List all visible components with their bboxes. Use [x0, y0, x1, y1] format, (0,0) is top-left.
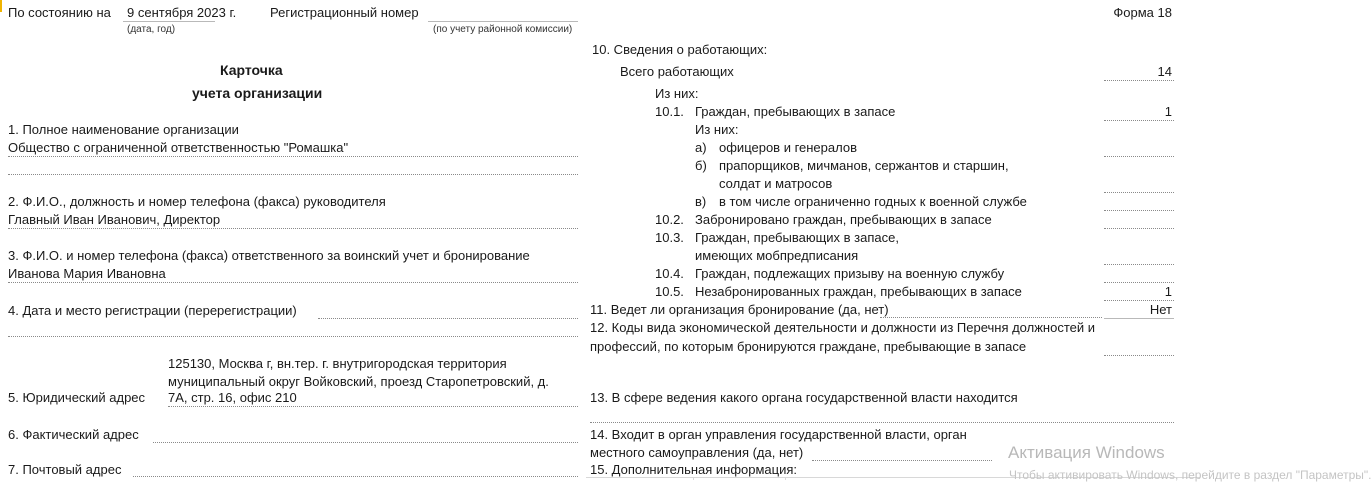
row-10-2-label: Забронировано граждан, пребывающих в запасе — [695, 212, 992, 227]
of-them-label: Из них: — [655, 86, 699, 101]
field-3-line — [8, 282, 578, 283]
field-3-value[interactable]: Иванова Мария Ивановна — [8, 266, 166, 281]
field-1-line-2 — [8, 174, 578, 175]
sub-of-them-label: Из них: — [695, 122, 739, 137]
bottom-table-divider-2 — [785, 477, 786, 480]
section-12-line-1: 12. Коды вида экономической деятельности и должности из Перечня должностей и — [590, 320, 1095, 335]
row-10-1-line — [1104, 120, 1174, 121]
row-v-label: в том числе ограниченно годных к военной службе — [719, 194, 1027, 209]
section-13-label: 13. В сфере ведения какого органа государственной власти находится — [590, 390, 1018, 405]
row-10-4-number: 10.4. — [655, 266, 684, 281]
section-14-input[interactable] — [812, 460, 992, 461]
row-10-3-label-1: Граждан, пребывающих в запасе, — [695, 230, 899, 245]
row-v-letter: в) — [695, 194, 707, 209]
field-4-input[interactable] — [318, 318, 578, 319]
field-6-label: 6. Фактический адрес — [8, 427, 139, 442]
row-10-3-label-2: имеющих мобпредписания — [695, 248, 859, 263]
row-10-3-input[interactable] — [1104, 264, 1174, 265]
field-4-label: 4. Дата и место регистрации (перерегистрации) — [8, 303, 297, 318]
field-7-label: 7. Почтовый адрес — [8, 462, 122, 477]
section-12-input[interactable] — [1104, 355, 1174, 356]
field-6-input[interactable] — [153, 442, 578, 443]
row-10-4-input[interactable] — [1104, 282, 1174, 283]
row-10-1-number: 10.1. — [655, 104, 684, 119]
section-12-line-2: профессий, по которым бронируются граждане, пребывающие в запасе — [590, 339, 1027, 354]
field-5-label: 5. Юридический адрес — [8, 390, 146, 405]
field-5-address-line-2[interactable]: муниципальный округ Войковский, проезд Старопетровский, д. — [168, 374, 549, 389]
field-4-line-2 — [8, 336, 578, 337]
row-a-input[interactable] — [1104, 156, 1174, 157]
row-b-input[interactable] — [1104, 192, 1174, 193]
row-10-5-label: Незабронированных граждан, пребывающих в запасе — [695, 284, 1022, 299]
row-10-5-number: 10.5. — [655, 284, 684, 299]
row-10-5-value[interactable]: 1 — [1164, 284, 1172, 299]
card-title: Карточка — [220, 62, 283, 78]
row-10-1-value[interactable]: 1 — [1164, 104, 1172, 119]
bottom-table-divider-1 — [693, 477, 694, 480]
row-v-input[interactable] — [1104, 210, 1174, 211]
row-a-letter: а) — [695, 140, 707, 155]
section-11-leader — [880, 317, 1102, 318]
reg-number-hint: (по учету районной комиссии) — [433, 24, 573, 35]
activation-watermark-title: Активация Windows — [1008, 443, 1165, 462]
field-5-address-line-1[interactable]: 125130, Москва г, вн.тер. г. внутригородская территория — [168, 356, 507, 371]
card-subtitle: учета организации — [192, 85, 323, 101]
row-10-5-line — [1104, 300, 1174, 301]
date-hint: (дата, год) — [127, 24, 176, 35]
row-10-3-number: 10.3. — [655, 230, 684, 245]
field-7-input[interactable] — [133, 476, 578, 477]
row-b-letter: б) — [695, 158, 707, 173]
field-3-label: 3. Ф.И.О. и номер телефона (факса) ответственного за воинский учет и бронирование — [8, 248, 530, 263]
date-value[interactable]: 9 сентября 2023 г. — [127, 5, 237, 20]
field-5-address-line-3[interactable]: 7А, стр. 16, офис 210 — [168, 390, 297, 405]
form-label: Форма 18 — [1113, 5, 1172, 20]
section-15-label: 15. Дополнительная информация: — [590, 462, 798, 477]
reg-number-label: Регистрационный номер — [270, 5, 419, 20]
row-10-2-number: 10.2. — [655, 212, 684, 227]
field-1-label: 1. Полное наименование организации — [8, 122, 239, 137]
field-2-line — [8, 228, 578, 229]
row-10-2-input[interactable] — [1104, 228, 1174, 229]
as-of-label: По состоянию на — [8, 5, 111, 20]
cell-selection-marker — [0, 0, 2, 12]
field-1-value[interactable]: Общество с ограниченной ответственностью "Ромашка" — [8, 140, 349, 155]
section-11-label: 11. Ведет ли организация бронирование (да, нет) — [590, 302, 889, 317]
field-2-label: 2. Ф.И.О., должность и номер телефона (факса) руководителя — [8, 194, 386, 209]
section-11-line — [1104, 318, 1174, 319]
section-13-input[interactable] — [590, 422, 1174, 423]
row-10-1-label: Граждан, пребывающих в запасе — [695, 104, 896, 119]
row-a-label: офицеров и генералов — [719, 140, 857, 155]
row-b-label-2: солдат и матросов — [719, 176, 833, 191]
section-10-title: 10. Сведения о работающих: — [592, 42, 768, 57]
section-14-line-1: 14. Входит в орган управления государственной власти, орган — [590, 427, 967, 442]
row-b-label-1: прапорщиков, мичманов, сержантов и старшин, — [719, 158, 1009, 173]
activation-watermark-hint: Чтобы активировать Windows, перейдите в раздел "Параметры". — [1009, 468, 1372, 482]
row-10-4-label: Граждан, подлежащих призыву на военную службу — [695, 266, 1005, 281]
section-11-value[interactable]: Нет — [1149, 302, 1172, 317]
field-1-line — [8, 156, 578, 157]
total-workers-value[interactable]: 14 — [1157, 64, 1172, 79]
total-workers-label: Всего работающих — [620, 64, 734, 79]
field-5-line — [168, 406, 578, 407]
section-14-line-2: местного самоуправления (да, нет) — [590, 445, 804, 460]
field-2-value[interactable]: Главный Иван Иванович, Директор — [8, 212, 221, 227]
total-workers-line — [1104, 80, 1174, 81]
